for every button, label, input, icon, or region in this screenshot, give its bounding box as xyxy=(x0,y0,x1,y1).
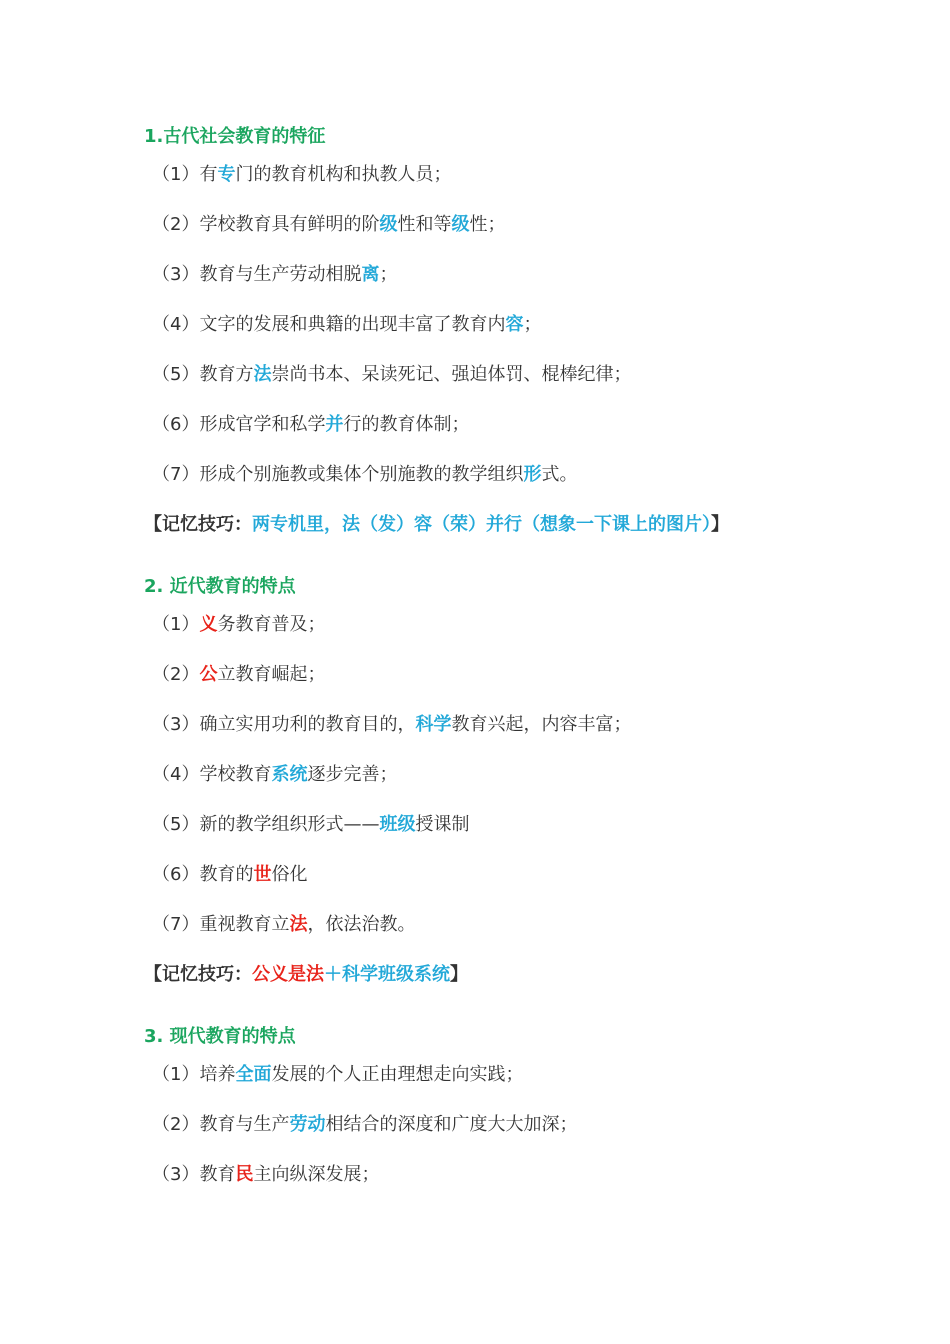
text-run: （2） xyxy=(152,664,200,685)
highlight-text: 全面 xyxy=(235,1064,272,1085)
list-item xyxy=(152,1163,379,1187)
highlight-text: 形 xyxy=(523,464,542,485)
text-run: 崇尚书本、呆读死记、强迫体罚、棍棒纪律； xyxy=(271,364,632,385)
list-item xyxy=(152,213,505,237)
highlight-text: 科学 xyxy=(415,714,452,735)
list-item xyxy=(152,1063,523,1087)
text-run: 门的教育机构和执教人员； xyxy=(235,164,452,185)
text-run: （3）教育与生产劳动相脱 xyxy=(152,264,362,285)
highlight-text: 系统 xyxy=(271,764,308,785)
list-item xyxy=(152,713,631,737)
text-run: （3）确立实用功利的教育目的， xyxy=(152,714,416,735)
highlight-text: ＋ xyxy=(324,964,342,985)
highlight-text: 班级 xyxy=(379,814,416,835)
list-item xyxy=(152,1113,577,1137)
text-run: （2）教育与生产 xyxy=(152,1114,290,1135)
list-item xyxy=(152,363,631,387)
text-run: （4）文字的发展和典籍的出现丰富了教育内 xyxy=(152,314,506,335)
text-run: 授课制 xyxy=(415,814,470,835)
list-item xyxy=(152,613,325,637)
text-run: 务教育普及； xyxy=(217,614,326,635)
text-run: 性和等 xyxy=(397,214,452,235)
text-run: （1）培养 xyxy=(152,1064,236,1085)
text-run: （7）形成个别施教或集体个别施教的教学组织 xyxy=(152,464,524,485)
text-run: 【记忆技巧： xyxy=(144,964,252,985)
text-run: （5）新的教学组织形式—— xyxy=(152,814,380,835)
text-run: ； xyxy=(523,314,542,335)
text-run: 性； xyxy=(469,214,506,235)
highlight-text: 离 xyxy=(361,264,380,285)
memory-tip xyxy=(144,963,468,987)
list-item xyxy=(152,763,397,787)
highlight-text: 级 xyxy=(451,214,470,235)
list-item xyxy=(152,663,325,687)
text-run: ； xyxy=(379,264,398,285)
text-run: 立教育崛起； xyxy=(217,664,326,685)
list-item xyxy=(152,413,469,437)
list-item xyxy=(152,463,577,487)
highlight-text: 公义是法 xyxy=(252,964,324,985)
text-run: 教育兴起，内容丰富； xyxy=(451,714,632,735)
section-heading-contemporary: 3. 现代教育的特点 xyxy=(144,1026,296,1047)
highlight-text: 科学班级系统 xyxy=(342,964,450,985)
list-item xyxy=(152,313,541,337)
highlight-text: 世 xyxy=(253,864,272,885)
text-run: （5）教育方 xyxy=(152,364,254,385)
text-run: 】 xyxy=(450,964,468,985)
text-run: ，依法治教。 xyxy=(307,914,416,935)
text-run: 逐步完善； xyxy=(307,764,398,785)
text-run: （1）有 xyxy=(152,164,218,185)
highlight-text: 容 xyxy=(505,314,524,335)
highlight-text: 义 xyxy=(199,614,218,635)
list-item xyxy=(152,163,451,187)
text-run: 相结合的深度和广度大大加深； xyxy=(325,1114,578,1135)
text-run: （3）教育 xyxy=(152,1164,236,1185)
list-item xyxy=(152,863,307,887)
text-run: 俗化 xyxy=(271,864,308,885)
section-heading-ancient: 1.古代社会教育的特征 xyxy=(144,126,326,147)
highlight-text: 法 xyxy=(289,914,308,935)
text-run: 发展的个人正由理想走向实践； xyxy=(271,1064,524,1085)
text-run: 式。 xyxy=(541,464,578,485)
text-run: 】 xyxy=(711,514,729,535)
text-run: 行的教育体制； xyxy=(343,414,470,435)
text-run: （4）学校教育 xyxy=(152,764,272,785)
text-run: 主向纵深发展； xyxy=(253,1164,380,1185)
highlight-text: 劳动 xyxy=(289,1114,326,1135)
section-heading-modern-early: 2. 近代教育的特点 xyxy=(144,576,296,597)
highlight-text: 级 xyxy=(379,214,398,235)
highlight-text: 公 xyxy=(199,664,218,685)
text-run: （1） xyxy=(152,614,200,635)
list-item xyxy=(152,913,415,937)
text-run: （2）学校教育具有鲜明的阶 xyxy=(152,214,380,235)
text-run: （6）形成官学和私学 xyxy=(152,414,326,435)
text-run: （7）重视教育立 xyxy=(152,914,290,935)
highlight-text: 并 xyxy=(325,414,344,435)
highlight-text: 民 xyxy=(235,1164,254,1185)
memory-tip xyxy=(144,513,729,537)
highlight-text: 两专机里，法（发）容（荣）并行（想象一下课上的图片） xyxy=(252,514,711,535)
text-run: （6）教育的 xyxy=(152,864,254,885)
text-run: 【记忆技巧： xyxy=(144,514,252,535)
highlight-text: 专 xyxy=(217,164,236,185)
list-item xyxy=(152,263,397,287)
list-item xyxy=(152,813,469,837)
highlight-text: 法 xyxy=(253,364,272,385)
